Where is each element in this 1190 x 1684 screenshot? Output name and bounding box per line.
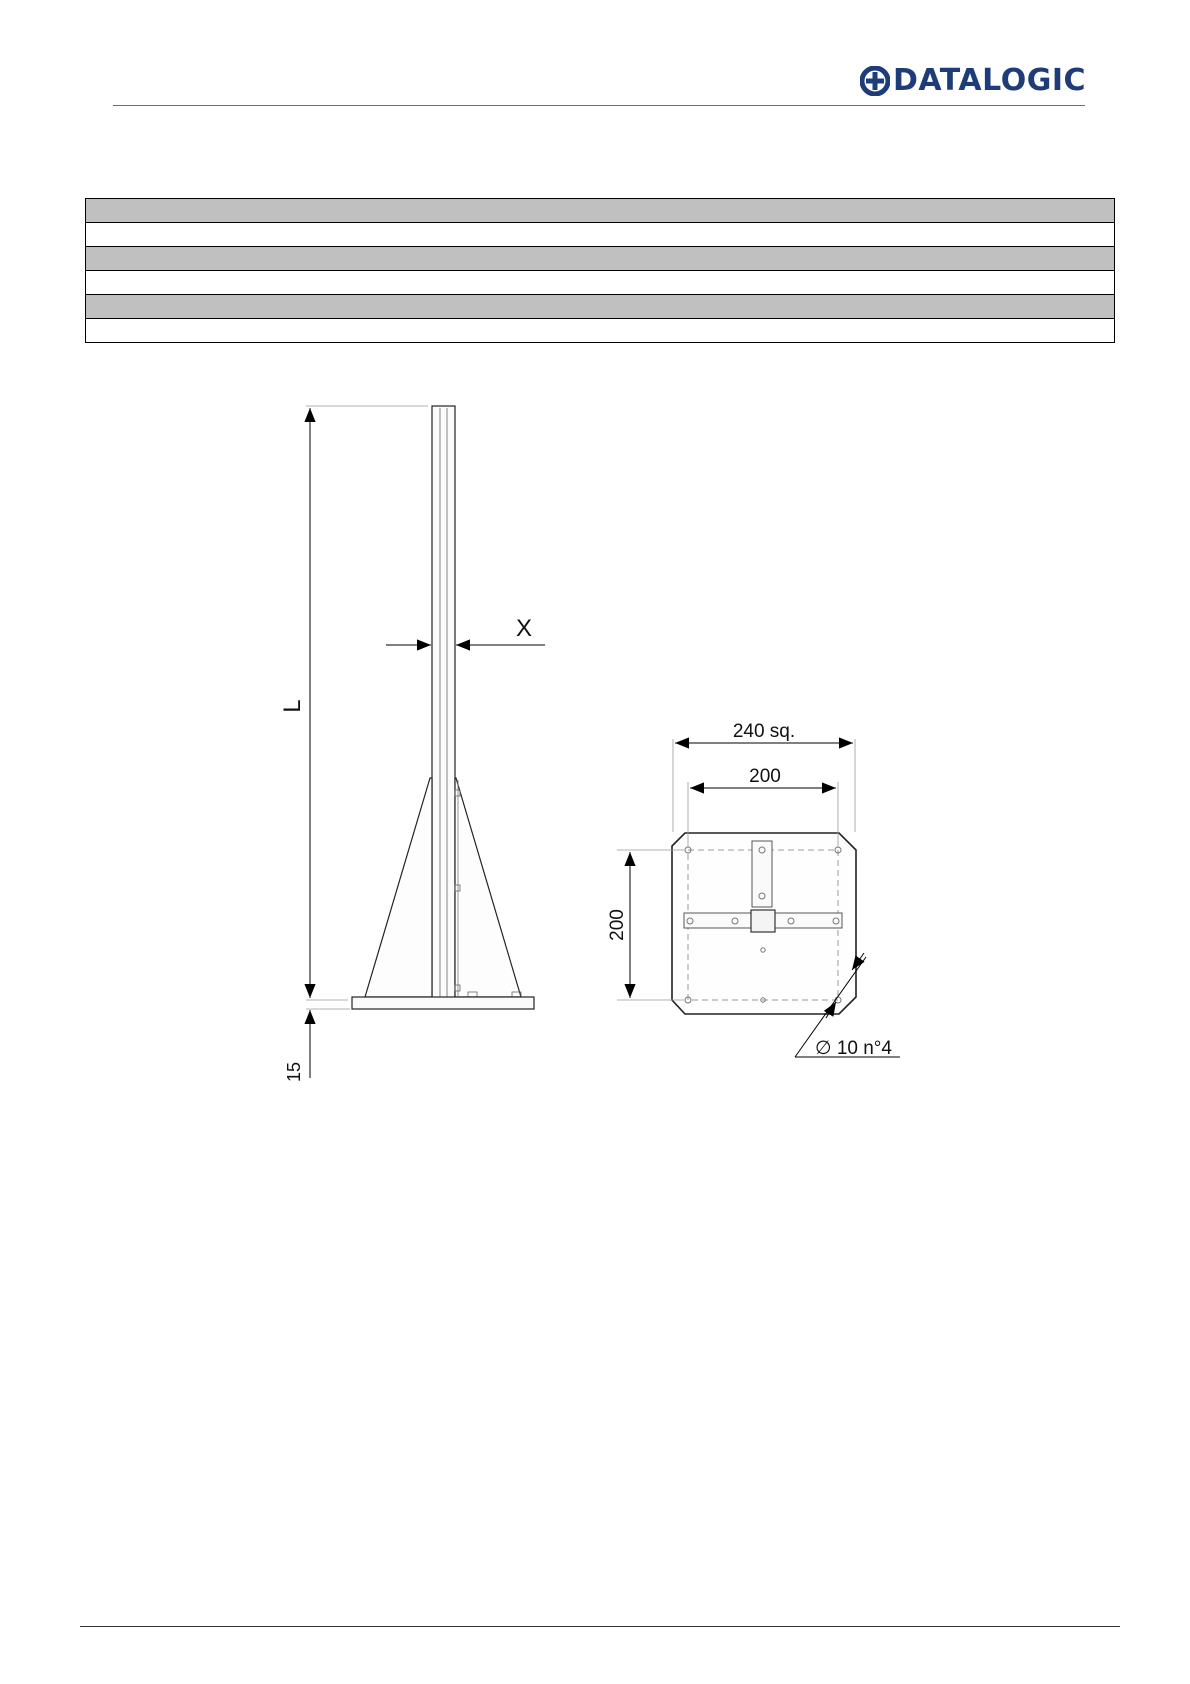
top-view [672, 833, 856, 1014]
dimension-label-overall-size: 240 sq. [732, 721, 796, 742]
dimension-label-length: L [279, 699, 306, 713]
left-stiffener [365, 778, 432, 997]
right-stiffener [455, 778, 521, 997]
dimension-label-hole-spacing-x: 200 [749, 766, 781, 787]
dimension-label-width: X [515, 615, 533, 642]
base-plate [352, 997, 534, 1009]
vertical-bracket [752, 841, 772, 907]
dimension-base-thickness [306, 1009, 350, 1078]
column [432, 406, 455, 1006]
brand-name: DATALOGIC [893, 63, 1086, 98]
dimension-label-hole-diameter: ∅ 10 n°4 [815, 1038, 892, 1059]
side-view [352, 406, 534, 1009]
dimension-label-hole-spacing-y: 200 [607, 909, 628, 941]
footer-divider [80, 1626, 1120, 1627]
dimension-label-base-thickness: 15 [284, 1061, 304, 1083]
column-section [751, 910, 775, 932]
